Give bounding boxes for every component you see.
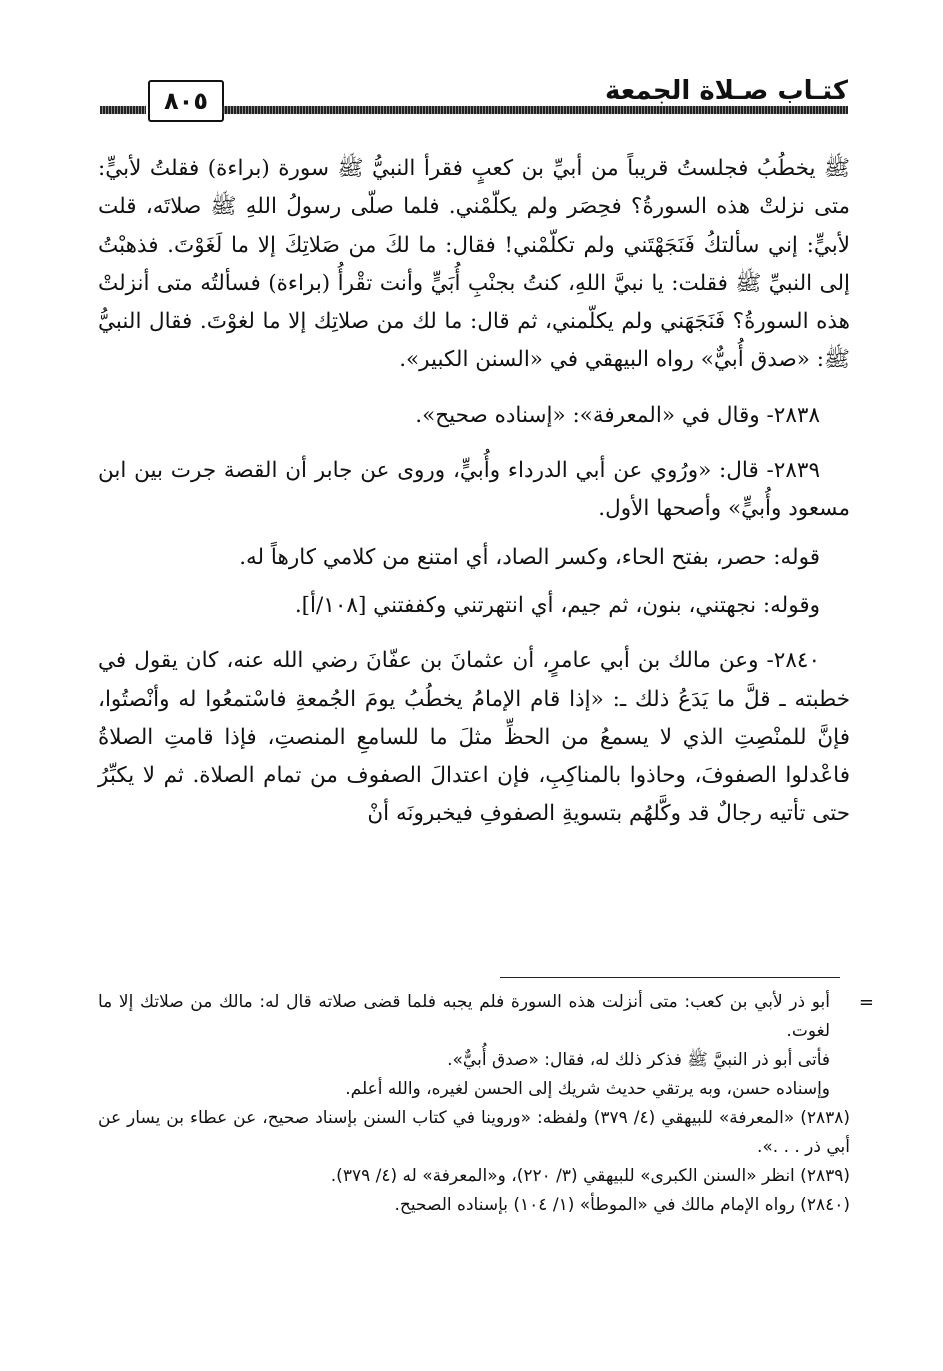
paragraph-2840: ٢٨٤٠- وعن مالك بن أبي عامرٍ، أن عثمانَ بن عفّانَ رضي الله عنه، كان يقول في خطبته ـ قلَّ ما يَدَعُ ذلك ـ: «إذا قام الإمامُ يخطُبُ يومَ الجُمعةِ فاسْتمعُوا له وأنْصتُوا، فإنَّ للمنْصِتِ الذي لا يسمعُ من الحظِّ مثلَ ما للسامعِ المنصتِ، فإذا قامتِ الصلاةُ فاعْدلوا الصفوفَ، وحاذوا بالمناكِبِ، فإن اعتدالَ الصفوف من تمام الصلاة. ثم لا يكبِّرُ حتى تأتيه رجالٌ قد وكَّلهُم بتسويةِ الصفوفِ فيخبرونَه أنْ — [98, 648, 850, 827]
footnote-continuation-mark: = — [858, 992, 874, 1013]
paragraph-2839: ٢٨٣٩- قال: «ورُوي عن أبي الدرداء وأُبيٍّ، وروى عن جابر أن القصة جرت بين ابن مسعود وأُبيٍّ» وأصحها الأول. — [98, 458, 850, 522]
page-header — [100, 70, 848, 126]
paragraph-2838: ٢٨٣٨- وقال في «المعرفة»: «إسناده صحيح». — [415, 402, 820, 428]
paragraph-hadith-continuation: ﷺ يخطُبُ فجلستُ قريباً من أبيِّ بن كعبٍ فقرأ النبيُّ ﷺ سورة (براءة) فقلتُ لأبيٍّ: متى نزلتْ هذه السورةُ؟ فحِصَر ولم يكلّمْني. فلما صلّى رسولُ اللهِ ﷺ صلاتَه، قلت لأبيٍّ: إني سألتكُ فَنَجَهْتَني ولم تكلّمْني! فقال: ما لكَ من صَلاتِكَ إلا ما لَغَوْتَ. فذهبْتُ إلى النبيِّ ﷺ فقلت: يا نبيَّ اللهِ، كنتُ بجنْبِ أُبَيٍّ وأنت تقْرأُ (براءة) فسألتُه متى أنزلتْ هذه السورةُ؟ فَنَجَهَني ولم يكلّمني، ثم قال: ما لك من صلاتِك إلا ما لغوْتَ. فقال النبيُّ ﷺ: «صدق أُبيٌّ» رواه البيهقي في «السنن الكبير». — [98, 156, 850, 373]
footnotes — [98, 988, 874, 1220]
paragraph-note-najahtani: وقوله: نجهتني، بنون، ثم جيم، أي انتهرتني وكففتني [١٠٨/أ]. — [294, 592, 820, 618]
page-number: ٨٠٥ — [164, 87, 208, 115]
chapter-title: كتـاب صـلاة الجمعة — [604, 76, 848, 106]
paragraph-note-hasr: قوله: حصر، بفتح الحاء، وكسر الصاد، أي امتنع من كلامي كارهاً له. — [239, 544, 820, 570]
footnote-2839: (٢٨٣٩) انظر «السنن الكبرى» للبيهقي (٣/ ٢٢٠)، و«المعرفة» له (٤/ ٣٧٩). — [330, 1166, 850, 1186]
footnote-2838: (٢٨٣٨) «المعرفة» للبيهقي (٤/ ٣٧٩) ولفظه: «وروينا في كتاب السنن بإسناد صحيح، عن عطاء بن يسار عن أبي ذر . . .». — [98, 1108, 850, 1157]
footnote-separator — [500, 977, 840, 978]
page-number-box — [148, 80, 224, 122]
footnote-2840: (٢٨٤٠) رواه الإمام مالك في «الموطأ» (١/ ١٠٤) بإسناده الصحيح. — [394, 1195, 850, 1215]
header-rule-left — [100, 106, 146, 114]
footnote-line: وإسناده حسن، وبه يرتقي حديث شريك إلى الحسن لغيره، والله أعلم. — [345, 1079, 830, 1099]
main-text — [98, 150, 850, 851]
header-rule-right — [222, 106, 848, 114]
footnote-line: فأتى أبو ذر النبيَّ ﷺ فذكر ذلك له، فقال: «صدق أُبيٌّ». — [447, 1050, 830, 1070]
footnote-line: أبو ذر لأبي بن كعب: متى أنزلت هذه السورة فلم يجبه فلما قضى صلاته قال له: مالك من صلاتك إلا ما لغوت. — [98, 992, 830, 1041]
